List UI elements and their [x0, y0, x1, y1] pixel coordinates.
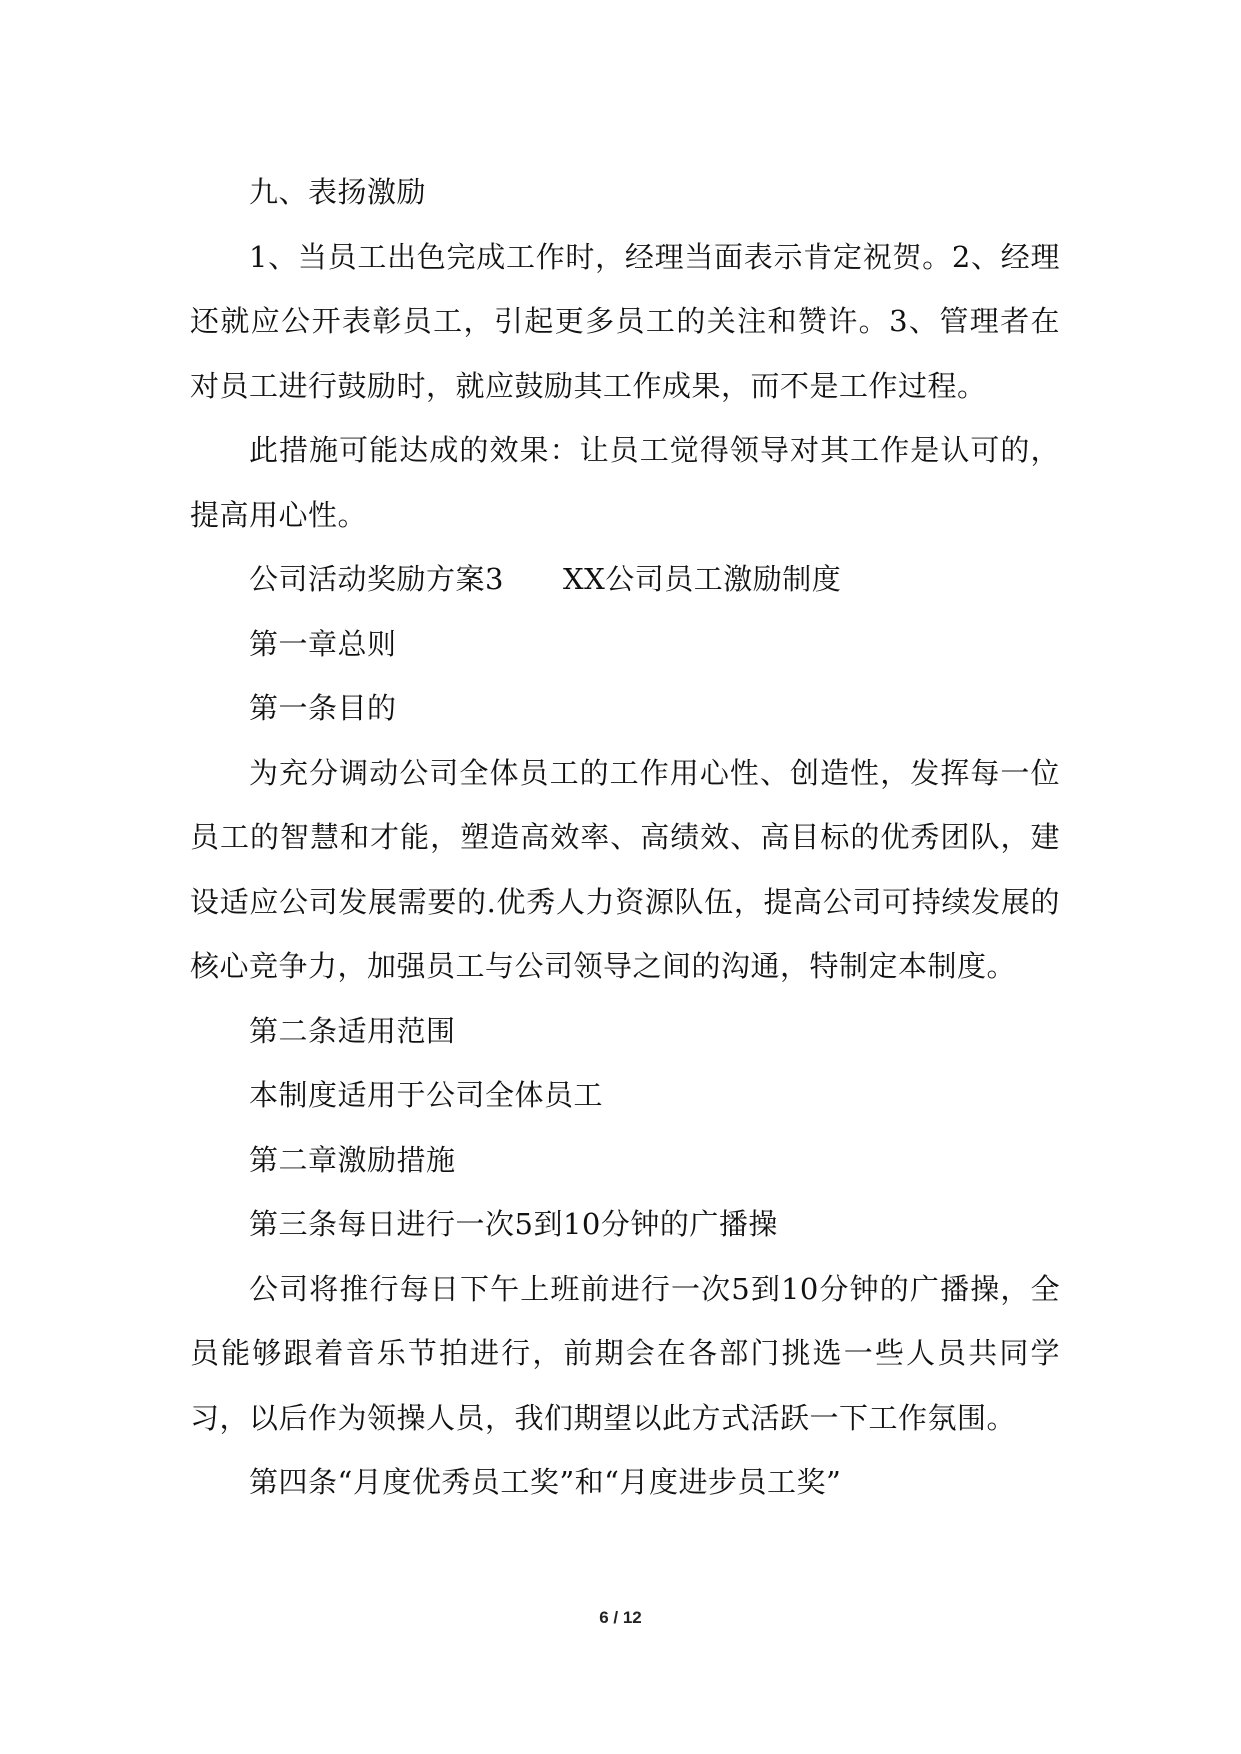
article-heading: 第三条每日进行一次5到10分钟的广播操: [249, 1207, 778, 1241]
section-heading: 九、表扬激励: [249, 175, 427, 209]
document-title-line: 公司活动奖励方案3 XX公司员工激励制度: [249, 562, 842, 596]
page-number: 6 / 12: [599, 1608, 642, 1627]
paragraph: 为充分调动公司全体员工的工作用心性、创造性，发挥每一位员工的智慧和才能，塑造高效率、高绩效、高目标的优秀团队，建设适应公司发展需要的.优秀人力资源队伍，提高公司可持续发展的核心竞争力，加强员工与公司领导之间的沟通，特制定本制度。: [190, 755, 1060, 983]
paragraph: 公司将推行每日下午上班前进行一次5到10分钟的广播操，全员能够跟着音乐节拍进行，前期会在各部门挑选一些人员共同学习，以后作为领操人员，我们期望以此方式活跃一下工作氛围。: [190, 1271, 1060, 1435]
chapter-heading: 第一章总则: [249, 626, 397, 661]
paragraph: 1、当员工出色完成工作时，经理当面表示肯定祝贺。2、经理还就应公开表彰员工，引起更多员工的关注和赞许。3、管理者在对员工进行鼓励时，就应鼓励其工作成果，而不是工作过程。: [190, 239, 1060, 403]
page-content: [190, 160, 1060, 1515]
chapter-heading: 第二章激励措施: [249, 1142, 456, 1177]
article-heading: 第四条“月度优秀员工奖”和“月度进步员工奖”: [249, 1465, 842, 1499]
article-heading: 第二条适用范围: [249, 1013, 456, 1048]
article-heading: 第一条目的: [249, 691, 397, 725]
paragraph: 本制度适用于公司全体员工: [249, 1078, 604, 1112]
paragraph: 此措施可能达成的效果：让员工觉得领导对其工作是认可的，提高用心性。: [190, 433, 1060, 532]
